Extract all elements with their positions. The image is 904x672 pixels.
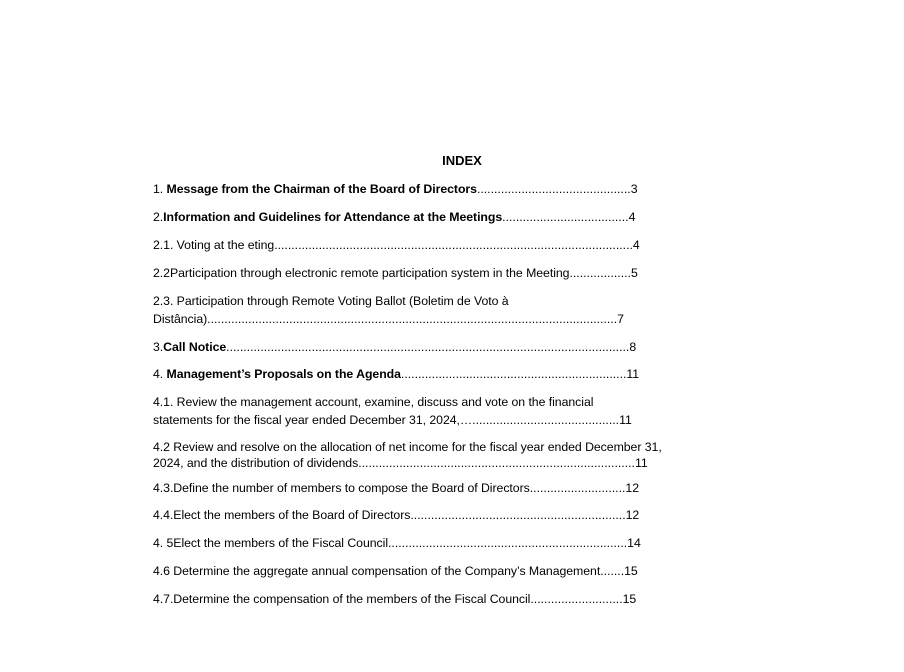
toc-entry-text: 2.2Participation through electronic remote participation system in the Meeting xyxy=(153,266,570,280)
toc-entry-text: 4.3.Define the number of members to compose the Board of Directors xyxy=(153,481,530,495)
toc-page-number: 4 xyxy=(628,210,636,224)
toc-entry-2-3-line-1 xyxy=(153,293,509,309)
index-title: INDEX xyxy=(442,153,482,168)
toc-entry-text: 4.6 Determine the aggregate annual compensation of the Company’s Management xyxy=(153,564,601,578)
toc-entry-text: 2.1. Voting at the eting xyxy=(153,238,275,252)
toc-leader-dots: ............................................. xyxy=(476,182,631,196)
toc-page-number: 8 xyxy=(629,340,637,354)
toc-entry-text: 4.4.Elect the members of the Board of Directors xyxy=(153,508,411,522)
toc-entry-4-1-line-2 xyxy=(153,412,632,428)
toc-entry-4-3 xyxy=(153,480,639,496)
toc-entry-1 xyxy=(153,181,637,197)
toc-entry-text: Distância) xyxy=(153,312,208,326)
toc-entry-number: 1. xyxy=(153,182,167,196)
toc-leader-dots: ......................................................................................................... xyxy=(274,238,633,252)
toc-leader-dots: .................. xyxy=(569,266,631,280)
toc-leader-dots: ............................................................... xyxy=(410,508,626,522)
toc-entry-4-7 xyxy=(153,591,636,607)
toc-page-number: 15 xyxy=(624,564,638,578)
toc-page-number: 11 xyxy=(626,367,640,381)
toc-leader-dots: ................................................................................. xyxy=(358,456,635,470)
toc-entry-text: 4.7.Determine the compensation of the members of the Fiscal Council xyxy=(153,592,531,606)
toc-page-number: 12 xyxy=(625,508,640,522)
toc-entry-4-1-line-1 xyxy=(153,394,593,410)
toc-entry-heading: Information and Guidelines for Attendance at the Meetings xyxy=(163,210,503,224)
toc-entry-heading: Message from the Chairman of the Board of Directors xyxy=(166,182,477,196)
toc-page-number: 11 xyxy=(634,456,648,470)
toc-page-number: 11 xyxy=(619,413,632,427)
toc-leader-dots: .................................................................. xyxy=(400,367,627,381)
toc-entry-text: 2024, and the distribution of dividends xyxy=(153,456,359,470)
toc-entry-4-6 xyxy=(153,563,638,579)
toc-page-number: 14 xyxy=(627,536,641,550)
toc-leader-dots: ........................................... xyxy=(472,413,620,427)
toc-entry-2 xyxy=(153,209,635,225)
toc-leader-dots: ........................................................................................................................ xyxy=(207,312,618,326)
toc-entry-text: 4.1. Review the management account, examine, discuss and vote on the financial xyxy=(153,395,594,409)
toc-entry-text: 4.2 Review and resolve on the allocation of net income for the fiscal year ended December 31, xyxy=(153,440,662,454)
toc-leader-dots: ...................................................................................................................... xyxy=(226,340,630,354)
toc-leader-dots: ........................... xyxy=(530,592,623,606)
toc-entry-2-3-line-2 xyxy=(153,311,624,327)
toc-entry-3 xyxy=(153,339,636,355)
toc-entry-2-2 xyxy=(153,265,638,281)
toc-entry-4-4 xyxy=(153,507,639,523)
toc-entry-number: 2. xyxy=(153,210,164,224)
toc-entry-4-5 xyxy=(153,535,641,551)
toc-leader-dots: ............................ xyxy=(529,481,626,495)
toc-entry-text: statements for the fiscal year ended December 31, 2024,… xyxy=(153,413,473,427)
toc-page-number: 4 xyxy=(632,238,640,252)
toc-page-number: 3 xyxy=(630,182,638,196)
toc-entry-heading: Call Notice xyxy=(163,340,227,354)
toc-entry-number: 4. xyxy=(153,367,167,381)
toc-page-number: 12 xyxy=(625,481,639,495)
toc-entry-heading: Management’s Proposals on the Agenda xyxy=(166,367,401,381)
toc-leader-dots: ....... xyxy=(600,564,625,578)
toc-entry-number: 3. xyxy=(153,340,164,354)
toc-leader-dots: ...................................................................... xyxy=(388,536,628,550)
toc-entry-text: 4. 5Elect the members of the Fiscal Council xyxy=(153,536,389,550)
toc-entry-4-2-line-2 xyxy=(153,455,648,471)
toc-page-number: 15 xyxy=(622,592,637,606)
toc-entry-2-1 xyxy=(153,237,640,253)
toc-entry-4 xyxy=(153,366,639,382)
toc-entry-text: 2.3. Participation through Remote Voting Ballot (Boletim de Voto à xyxy=(153,294,509,308)
toc-page-number: 7 xyxy=(617,312,624,326)
toc-page-number: 5 xyxy=(630,266,638,280)
toc-entry-4-2-line-1 xyxy=(153,439,662,455)
toc-leader-dots: ..................................... xyxy=(502,210,629,224)
